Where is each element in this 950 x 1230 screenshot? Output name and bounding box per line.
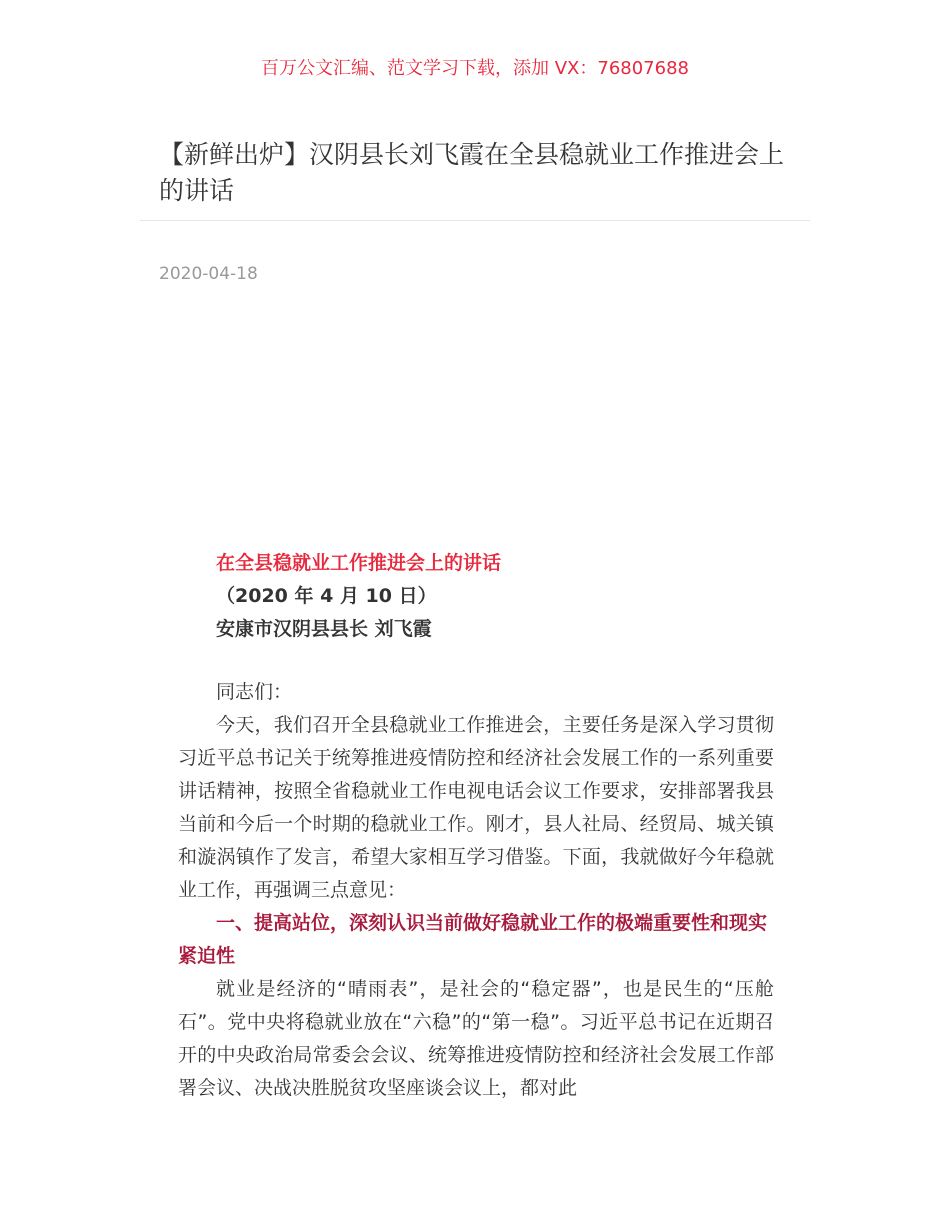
speech-author: 安康市汉阴县县长 刘飞霞	[216, 618, 432, 640]
title-divider	[140, 220, 810, 221]
blank-line	[178, 646, 774, 676]
section-heading-1: 一、提高站位，深刻认识当前做好稳就业工作的极端重要性和现实紧迫性	[178, 912, 768, 967]
paragraph-intro: 今天，我们召开全县稳就业工作推进会，主要任务是深入学习贯彻习近平总书记关于统筹推进疫情防控和经济社会发展工作的一系列重要讲话精神，按照全省稳就业工作电视电话会议工作要求，安排部署我县当前和今后一个时期的稳就业工作。刚才，县人社局、经贸局、城关镇和漩涡镇作了发言，希望大家相互学习借鉴。下面，我就做好今年稳就业工作，再强调三点意见：	[178, 714, 774, 901]
speech-title: 在全县稳就业工作推进会上的讲话	[216, 552, 502, 574]
publish-date: 2020-04-18	[159, 264, 258, 284]
watermark-banner: 百万公文汇编、范文学习下载，添加 VX：76807688	[261, 58, 689, 79]
speech-date: （2020 年 4 月 10 日）	[216, 585, 437, 607]
page-title: 【新鲜出炉】汉阴县长刘飞霞在全县稳就业工作推进会上的讲话	[159, 140, 785, 205]
article-body	[178, 547, 774, 1105]
paragraph-section-1: 就业是经济的“晴雨表”，是社会的“稳定器”，也是民生的“压舱石”。党中央将稳就业放在“六稳”的“第一稳”。习近平总书记在近期召开的中央政治局常委会会议、统筹推进疫情防控和经济社会发展工作部署会议、决战决胜脱贫攻坚座谈会议上，都对此	[178, 978, 774, 1099]
greeting: 同志们：	[216, 681, 293, 703]
